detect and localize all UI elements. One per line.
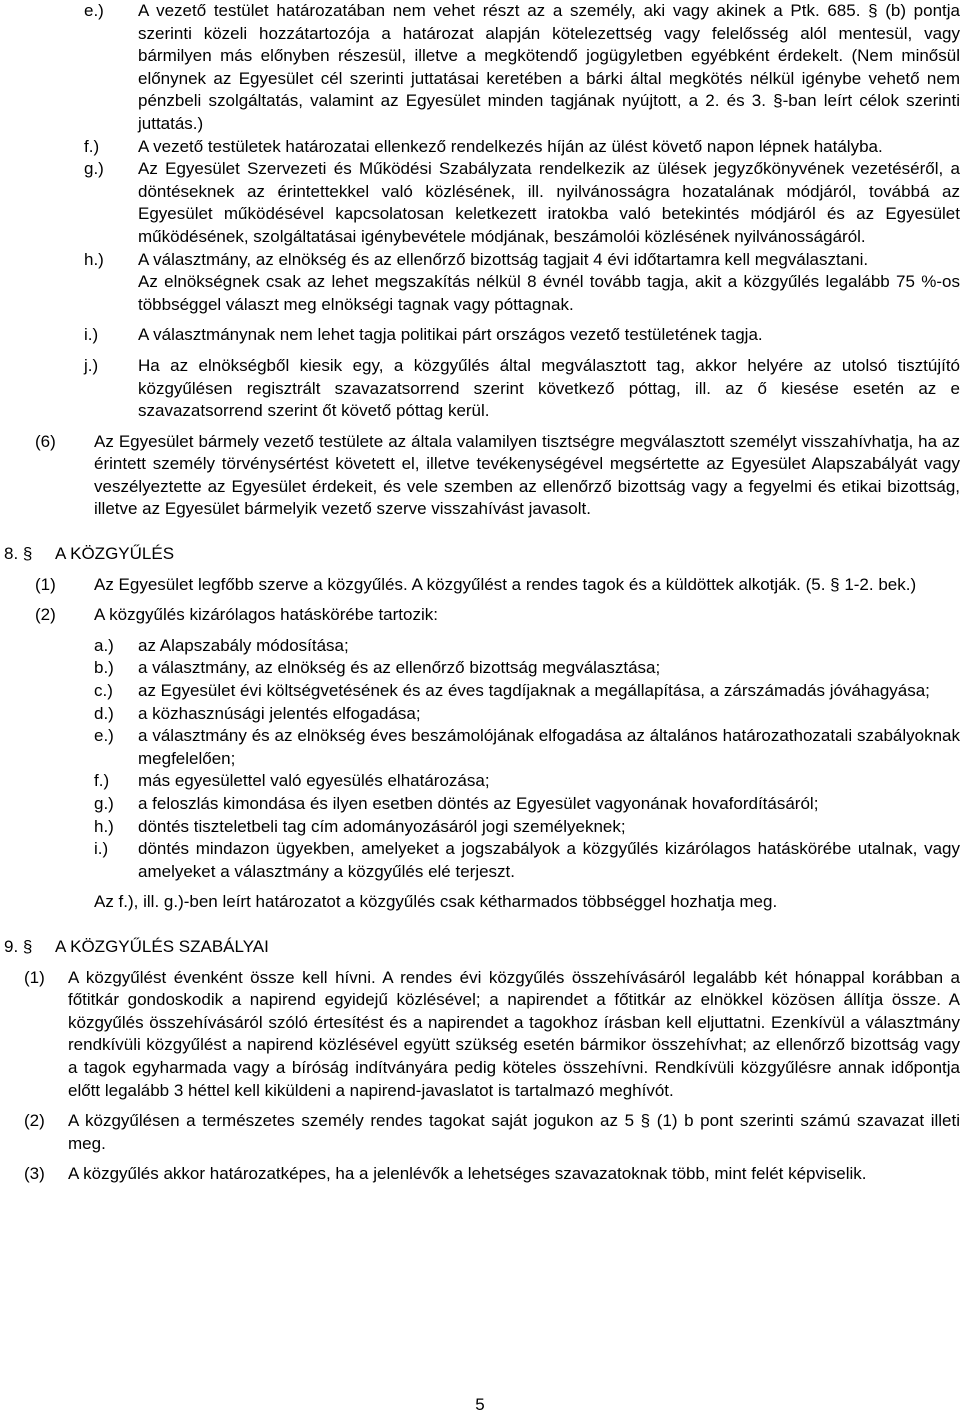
section-8-paragraph-1 [0,574,960,597]
list-item-i [0,324,960,347]
item-text: a feloszlás kimondása és ilyen esetben döntés az Egyesület vagyonának hovafordításáról; [138,794,819,813]
item-text: az Egyesület évi költségvetésének és az éves tagdíjaknak a megállapítása, a zárszámadás jóváhagyása; [138,681,930,701]
list-item [0,838,960,883]
section-title: A KÖZGYŰLÉS [55,544,175,564]
item-label: g.) [94,794,114,813]
list-item-h-continuation: Az elnökségnek csak az lehet megszakítás nélkül 8 évnél tovább tagja, akit a közgyűlés legalább 75 %-os többséggel választ meg elnökségi tagnak vagy póttagnak. [138,272,960,314]
list-item-j [0,355,960,423]
section-8-list [0,635,960,884]
list-item-g [0,158,960,248]
item-label: a.) [94,635,114,655]
item-text: A választmánynak nem lehet tagja politikai párt országos vezető testületének tagja. [138,325,763,345]
paragraph-text: A közgyűlés akkor határozatképes, ha a jelenlévők a lehetséges szavazatoknak több, mint felét képviselik. [68,1164,867,1184]
list-item-e [0,0,960,136]
paragraph-6 [0,431,960,521]
list-item [0,703,960,726]
section-number: 9. § [4,936,33,956]
item-label: f.) [84,136,100,156]
page-number: 5 [475,1395,485,1414]
item-label: b.) [94,658,114,678]
paragraph-text: A közgyűlést évenként össze kell hívni. A rendes évi közgyűlés összehívásáról legalább két hónappal korábban a főtitkár gondoskodik a napirend egyidejű közlésével; a napirendet a főtitkár az elnökkel közösen állítja össze. A közgyűlés összehívásáról szóló értesítést és a napirendet a tagokhoz írásban kell eljuttatni. Ezenkívül a választmány rendkívüli közgyűlést a napirend közlésével együtt szükség esetén bármikor összehívhat; az ellenőrző bizottság vagy a tagok egyharmada vagy a bíróság indítványára pedig köteles összehívni. Rendkívüli közgyűlésre annak időpontja előtt legalább 3 héttel kell kiküldeni a napirend-javaslatot is tartalmazó meghívót. [68,967,960,1100]
list-item [0,816,960,839]
paragraph-label: (1) [24,967,45,987]
item-label: c.) [94,681,113,701]
item-label: d.) [94,703,114,723]
item-text: döntés mindazon ügyekben, amelyeket a jogszabályok a közgyűlés kizárólagos hatáskörébe utalnak, vagy amelyeket a választmány a közgyűlés elé terjeszt. [138,839,960,881]
item-label: g.) [84,159,104,179]
item-label: h.) [94,816,114,836]
paragraph-label: (6) [35,431,56,451]
section-9-paragraph-1 [0,967,960,1103]
list-item [0,657,960,680]
section-8-heading [0,543,960,566]
item-text: A vezető testületek határozatai ellenkező rendelkezés híján az ülést követő napon lépnek hatályba. [138,136,883,156]
paragraph-text: A közgyűlésen a természetes személy rendes tagokat saját jogukon az 5 § (1) b pont szerinti számú szavazat illeti meg. [68,1111,960,1153]
section-8-paragraph-2 [0,604,960,627]
list-item [0,793,960,816]
item-label: h.) [84,249,104,269]
list-item [0,770,960,793]
item-label: i.) [94,839,109,859]
paragraph-label: (2) [24,1111,45,1131]
section-8-note: Az f.), ill. g.)-ben leírt határozatot a közgyűlés csak kétharmados többséggel hozhatja meg. [94,892,778,912]
paragraph-text: A közgyűlés kizárólagos hatáskörébe tartozik: [94,605,438,625]
section-9-paragraph-3 [0,1163,960,1186]
item-label: e.) [84,1,104,20]
item-text: a közhasznúsági jelentés elfogadása; [138,703,421,723]
item-text: Az Egyesület Szervezeti és Működési Szabályzata rendelkezik az ülések jegyzőkönyvének vezetéséről, a döntéseknek az érintettekkel való közlésének, ill. nyilvánosságra hozatalának módjáról, továbbá az Egyesület működésével kapcsolatosan keletkezett iratokba való betekintés módjáról és az Egyesület működésének, szolgáltatásai igénybevétele módjának, beszámolói közlésének nyilvánosságáról. [138,159,960,246]
item-text: a választmány és az elnökség éves beszámolójának elfogadása az általános határozathozatali szabályoknak megfelelően; [138,726,960,768]
item-text: a választmány, az elnökség és az ellenőrző bizottság megválasztása; [138,658,661,678]
item-text: döntés tiszteletbeli tag cím adományozásáról jogi személyeknek; [138,816,626,836]
item-text: A választmány, az elnökség és az ellenőrző bizottság tagjait 4 évi időtartamra kell megválasztani. [138,249,869,269]
item-label: j.) [84,355,99,375]
paragraph-text: Az Egyesület legfőbb szerve a közgyűlés. A közgyűlést a rendes tagok és a küldöttek alkotják. (5. § 1-2. bek.) [94,574,917,594]
item-text: az Alapszabály módosítása; [138,635,349,655]
paragraph-label: (1) [35,574,56,594]
paragraph-text: Az Egyesület bármely vezető testülete az általa valamilyen tisztségre megválasztott személyt visszahívhatja, ha az érintett személy törvénysértést követett el, illetve tevékenységével megsértette az Egyesület Alapszabályát vagy veszélyeztette az Egyesület érdekeit, és vele szemben az ellenőrző bizottság vagy a fegyelmi és etikai bizottság, illetve az Egyesület bármelyik vezető szerve visszahívást javasolt. [94,431,960,519]
list-item-f [0,136,960,159]
section-9-paragraph-2 [0,1110,960,1155]
item-label: e.) [94,726,114,746]
list-item-h [0,249,960,272]
list-item [0,680,960,703]
section-number: 8. § [4,544,33,564]
section-9-heading [0,936,960,959]
list-item [0,635,960,658]
paragraph-label: (2) [35,605,56,625]
section-title: A KÖZGYŰLÉS SZABÁLYAI [55,936,269,956]
item-text: A vezető testület határozatában nem vehet részt az a személy, aki vagy akinek a Ptk. 685. § (b) pontja szerinti közeli hozzátartozója a határozat alapján kötelezettség vagy felelősség alól mentesül, vagy bármilyen más előnyben részesül, illetve a megkötendő jogügyletben egyébként érdekelt. (Nem minősül előnynek az Egyesület cél szerinti juttatásai keretében a bárki által megkötés nélkül igénybe vehető nem pénzbeli szolgáltatás, valamint az Egyesület minden tagjának nyújtott, a 2. és 3. §-ban leírt célok szerinti juttatás.) [138,1,960,133]
item-text: Ha az elnökségből kiesik egy, a közgyűlés által megválasztott tag, akkor helyére az utolsó tisztújító közgyűlésen regisztrált szavazatsorrend szerint következő póttag, ill. az ő kiesése esetén az e szavazatsorrend szerint őt követő póttag kerül. [138,355,960,421]
item-label: i.) [84,325,99,345]
paragraph-label: (3) [24,1164,45,1184]
item-label: f.) [94,771,110,791]
list-item [0,725,960,770]
item-text: más egyesülettel való egyesülés elhatározása; [138,771,490,791]
